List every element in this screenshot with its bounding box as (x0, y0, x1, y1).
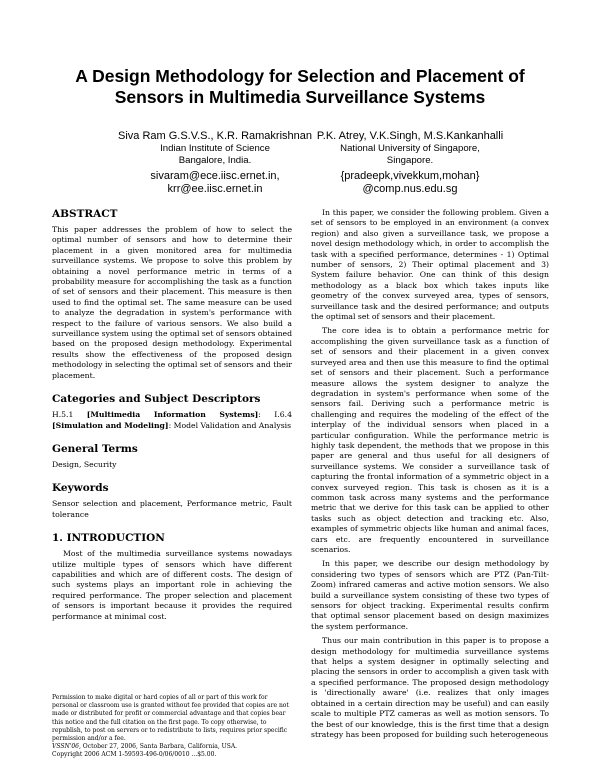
copyright-line: Copyright 2006 ACM 1-59593-496-0/06/0010 ...$5.00. (52, 751, 217, 759)
body-paragraph: In this paper, we describe our design methodology by considering two types of sensors which are PTZ (Pan-Tilt-Zoom) infrared cameras and active motion sensors. We also build a surveillance system consisting of these two types of sensors for object tracking. Experimental results confirm that optimal sensor placement based on design maximizes the system performance. (311, 559, 549, 631)
category-rest: : Model Validation and Analysis (168, 420, 292, 430)
title-line-2: Sensors in Multimedia Surveillance Systems (114, 87, 486, 107)
left-column (52, 208, 292, 622)
author-location: Singapore. (386, 154, 434, 166)
author-email-line-1: sivaram@ece.iisc.ernet.in, (150, 170, 280, 182)
abstract-text: This paper addresses the problem of how to select the optimal number of sensors and how to determine their placement in a given monitored area for multimedia surveillance systems. We propose to solve this problem by obtaining a novel performance metric in terms of a probability measure for accomplishing the task as a function of set of sensors and their placement. This measure is then used to find the optimal set. The same measure can be used to analyze the degradation in system's performance with respect to the failure of various sensors. We also build a surveillance system using the optimal set of sensors obtained based on the proposed design methodology. Experimental results show the effectiveness of the proposed design methodology in selecting the optimal set of sensors and their placement. (52, 225, 292, 380)
author-affiliation: Indian Institute of Science (160, 143, 270, 154)
introduction-heading: 1. INTRODUCTION (52, 532, 165, 545)
author-location: Bangalore, India. (178, 154, 252, 166)
introduction-text: Most of the multimedia surveillance systems nowadays utilize multiple types of sensors which have different capabilities and which are of different costs. The design of such systems plays an important role in achieving the required performance. The proper selection and placement of sensors is important because it provides the required performance at minimal cost. (52, 549, 292, 621)
author-email-line-2: krr@ee.iisc.ernet.in (167, 183, 263, 195)
body-paragraph: The core idea is to obtain a performance metric for accomplishing the given surveillance task as a function of set of sensors and their placement in a given convex surveyed area and then use this measure to find the optimal set of sensors and their placement. Such a performance measure allows the system designer to analyze the degradation in system's performance when some of the sensors fail. Deriving such a performance metric is challenging and requires the modeling of the effect of the interplay of the individual sensors when placed in a particular configuration. While the performance metric is highly task dependent, the methods that we propose in this paper are general and thus useful for all designers of surveillance systems. We consider a surveillance task of capturing the frontal information of a symmetric object in a convex surveyed region. This task is chosen as it is a common task across many systems and the performance metric that we derive for this task can be applied to other tasks such as object detection and tracking etc. Also, examples of symmetric objects like human and animal faces, cars etc. are frequently encountered in surveillance scenarios. (311, 326, 549, 554)
venue-name: VSSN'06, (52, 743, 81, 751)
author-email-line-2: @comp.nus.edu.sg (362, 183, 458, 195)
author-names: Siva Ram G.S.V.S., K.R. Ramakrishnan (118, 130, 312, 142)
author-block-2 (305, 130, 515, 196)
abstract-heading: ABSTRACT (52, 208, 118, 220)
keywords-text: Sensor selection and placement, Performance metric, Fault tolerance (52, 499, 292, 519)
general-terms-text: Design, Security (52, 459, 117, 469)
author-email (110, 170, 320, 196)
right-column (311, 208, 549, 740)
permission-footnote (52, 694, 292, 760)
author-block-1 (110, 130, 320, 196)
title-line-1: A Design Methodology for Selection and Placement of (75, 66, 525, 86)
category-code-1: H.5.1 (52, 410, 87, 420)
category-name-1: [Multimedia Information Systems] (86, 410, 259, 420)
author-names: P.K. Atrey, V.K.Singh, M.S.Kankanhalli (316, 130, 504, 142)
author-affiliation: National University of Singapore, (340, 143, 480, 154)
permission-text: Permission to make digital or hard copies of all or part of this work for personal or classroom use is granted without fee provided that copies are not made or distributed for profit or commercial advantage and that copies bear this notice and the full citation on the first page. To copy otherwise, to republish, to post on servers or to redistribute to lists, requires prior specific permission and/or a fee. (52, 694, 289, 743)
categories-text (52, 410, 292, 431)
body-paragraph: In this paper, we consider the following problem. Given a set of sensors to be employed in an environment (a convex region) and also given a surveillance task, we propose a novel design methodology which, in order to accomplish the task with a specified performance, determines - 1) Optimal number of sensors, 2) Their optimal placement and 3) System failure behavior. One can think of this design methodology as a black box which takes inputs like geometry of the convex surveyed area, types of sensors, surveillance task and the desired performance; and outputs the optimal set of sensors and their placement. (311, 208, 549, 322)
venue-details: October 27, 2006, Santa Barbara, California, USA. (80, 743, 238, 751)
category-code-2: : I.6.4 (258, 410, 292, 420)
author-email (305, 170, 515, 196)
keywords-heading: Keywords (52, 482, 109, 495)
author-email-line-1: {pradeepk,vivekkum,mohan} (340, 170, 480, 182)
general-terms-heading: General Terms (52, 442, 138, 455)
category-name-2: [Simulation and Modeling] (52, 420, 169, 430)
paper-title (40, 66, 560, 108)
body-paragraph: Thus our main contribution in this paper is to propose a design methodology for multimedia surveillance systems that helps a system designer in optimally selecting and placing the sensors in order to accomplish a given task with a specified performance. The proposed design methodology is 'directionally aware' (i.e. realizes that only images obtained in a certain direction may be useful) and can easily scale to multiple PTZ cameras as well as motion sensors. To the best of our knowledge, this is the first time that a design strategy has been proposed for building such heterogeneous (311, 636, 549, 739)
categories-heading: Categories and Subject Descriptors (52, 393, 261, 406)
venue-line (52, 743, 292, 751)
